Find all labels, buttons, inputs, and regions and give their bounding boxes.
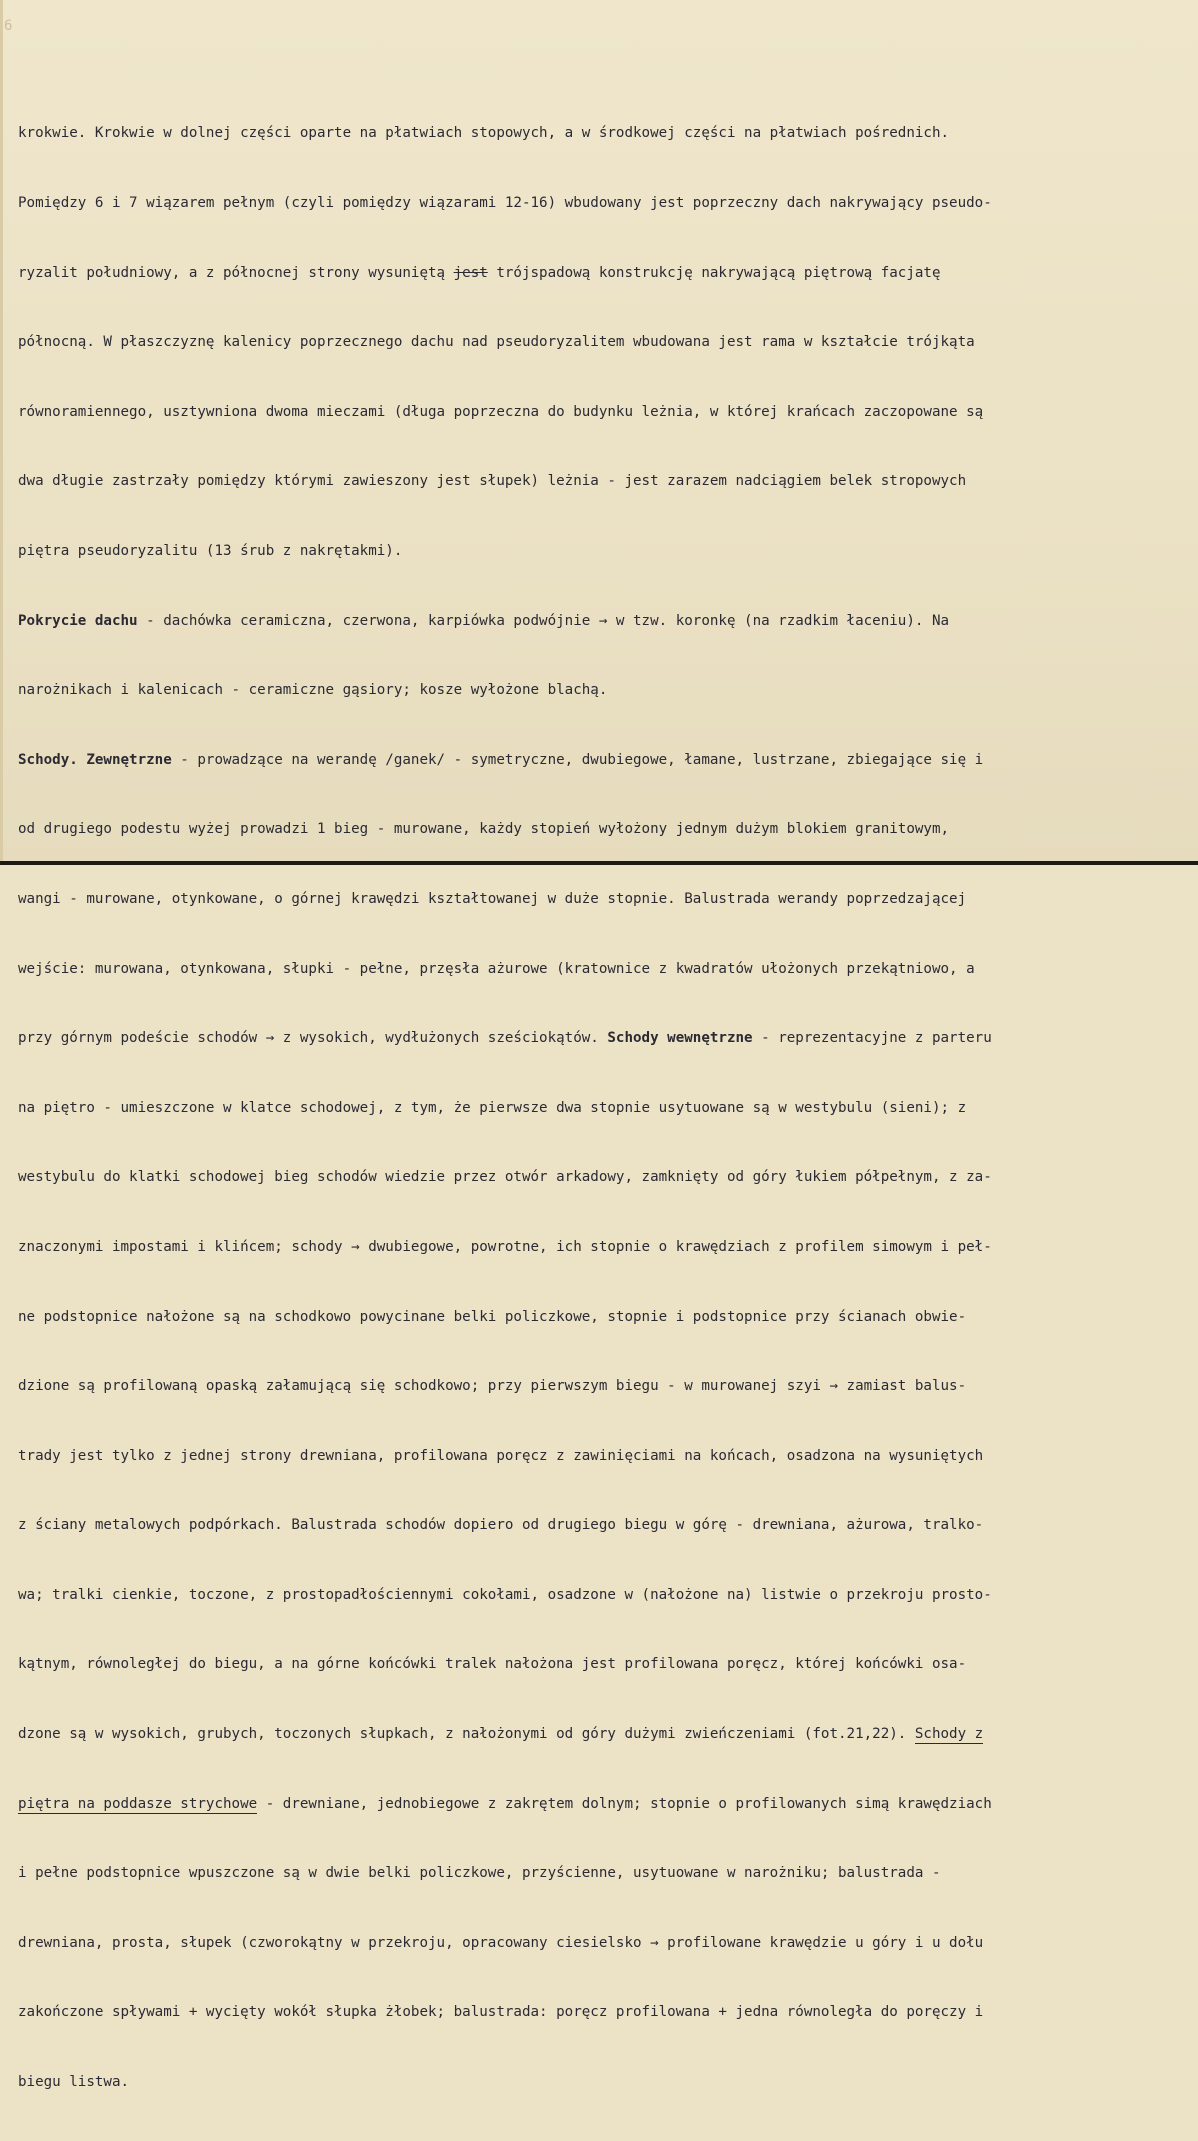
text-line: od drugiego podestu wyżej prowadzi 1 bieg - murowane, każdy stopień wyłożony jednym dużym blokiem granitowym, — [18, 821, 950, 838]
text-line: północną. W płaszczyznę kalenicy poprzecznego dachu nad pseudoryzalitem wbudowana jest rama w kształcie trójkąta — [18, 334, 975, 351]
text-line: Pomiędzy 6 i 7 wiązarem pełnym (czyli pomiędzy wiązarami 12-16) wbudowany jest poprzeczny dach nakrywający pseudo- — [18, 195, 992, 211]
text-line: wa; tralki cienkie, toczone, z prostopadłościennymi cokołami, osadzone w (nałożone na) listwie o przekroju prosto- — [18, 1586, 992, 1603]
text-line: zakończone spływami + wycięty wokół słupka żłobek; balustrada: poręcz profilowana + jedna równoległa do poręczy i — [18, 2004, 984, 2021]
text-line: z ściany metalowych podpórkach. Balustrada schodów dopiero od drugiego biegu w górę - drewniana, ażurowa, tralko- — [18, 1517, 984, 1534]
text-line: ryzalit południowy, a z północnej strony wysuniętą jest trójspadową konstrukcję nakrywającą piętrową facjatę — [18, 264, 941, 281]
text-line: drewniana, prosta, słupek (czworokątny w przekroju, opracowany ciesielsko → profilowane krawędzie u góry i u dołu — [18, 1934, 984, 1951]
page-number-mark: 6 — [4, 18, 13, 34]
section-heading-internal-stairs: Schody wewnętrzne — [607, 1030, 753, 1047]
text-line: równoramiennego, usztywniona dwoma mieczami (długa poprzeczna do budynku leżnia, w której krańcach zaczopowane są — [18, 403, 984, 420]
page-left-edge — [0, 0, 3, 865]
text-line: piętra na poddasze strychowe - drewniane, jednobiegowe z zakrętem dolnym; stopnie o profilowanych simą krawędziach — [18, 1795, 992, 1812]
text-line: dwa długie zastrzały pomiędzy którymi zawieszony jest słupek) leżnia - jest zarazem nadciągiem belek stropowych — [18, 473, 967, 490]
text-line: dzione są profilowaną opaską załamującą się schodkowo; przy pierwszym biegu - w murowanej szyi → zamiast balus- — [18, 1378, 967, 1395]
text-line: trady jest tylko z jednej strony drewniana, profilowana poręcz z zawinięciami na końcach, osadzona na wysuniętych — [18, 1447, 984, 1464]
text-line: westybulu do klatki schodowej bieg schodów wiedzie przez otwór arkadowy, zamknięty od góry łukiem półpełnym, z za- — [18, 1169, 992, 1186]
section-heading-roofing: Pokrycie dachu — [18, 612, 138, 629]
text-line: ne podstopnice nałożone są na schodkowo powycinane belki policzkowe, stopnie i podstopnice przy ścianach obwie- — [18, 1308, 967, 1325]
text-line: dzone są w wysokich, grubych, toczonych słupkach, z nałożonymi od góry dużymi zwieńczeniami (fot.21,22). Schody z — [18, 1726, 984, 1743]
text-line: narożnikach i kalenicach - ceramiczne gąsiory; kosze wyłożone blachą. — [18, 682, 608, 699]
section-heading-stairs: Schody. Zewnętrzne — [18, 751, 172, 768]
text-line: przy górnym podeście schodów → z wysokich, wydłużonych sześciokątów. Schody wewnętrzne - reprezentacyjne z parteru — [18, 1030, 992, 1047]
underlined-heading-attic-stairs-part1: Schody z — [914, 1726, 984, 1743]
text-line: wangi - murowane, otynkowane, o górnej krawędzi kształtowanej w duże stopnie. Balustrada werandy poprzedzającej — [18, 890, 967, 907]
text-line: krokwie. Krokwie w dolnej części oparte na płatwiach stopowych, a w środkowej części na płatwiach pośrednich. — [18, 125, 950, 142]
typed-text-body — [18, 76, 1193, 2141]
text-line: wejście: murowana, otynkowana, słupki - pełne, przęsła ażurowe (kratownice z kwadratów ułożonych przekątniowo, a — [18, 960, 975, 977]
struck-word: jest — [453, 264, 488, 281]
text-line: Schody. Zewnętrzne - prowadzące na werandę /ganek/ - symetryczne, dwubiegowe, łamane, lustrzane, zbiegające się i — [18, 751, 984, 768]
text-line: na piętro - umieszczone w klatce schodowej, z tym, że pierwsze dwa stopnie usytuowane są w westybulu (sieni); z — [18, 1099, 967, 1116]
text-line: kątnym, równoległej do biegu, a na górne końcówki tralek nałożona jest profilowana poręcz, której końcówki osa- — [18, 1656, 967, 1673]
text-line: znaczonymi impostami i klińcem; schody → dwubiegowe, powrotne, ich stopnie o krawędziach z profilem simowym i peł- — [18, 1238, 992, 1255]
underlined-heading-attic-stairs-part2: piętra na poddasze strychowe — [18, 1795, 258, 1812]
text-line: i pełne podstopnice wpuszczone są w dwie belki policzkowe, przyścienne, usytuowane w narożniku; balustrada - — [18, 1865, 941, 1882]
text-line: Pokrycie dachu - dachówka ceramiczna, czerwona, karpiówka podwójnie → w tzw. koronkę (na rzadkim łaceniu). Na — [18, 612, 950, 629]
text-line: biegu listwa. — [18, 2074, 130, 2091]
text-line: piętra pseudoryzalitu (13 śrub z nakrętakmi). — [18, 542, 403, 559]
